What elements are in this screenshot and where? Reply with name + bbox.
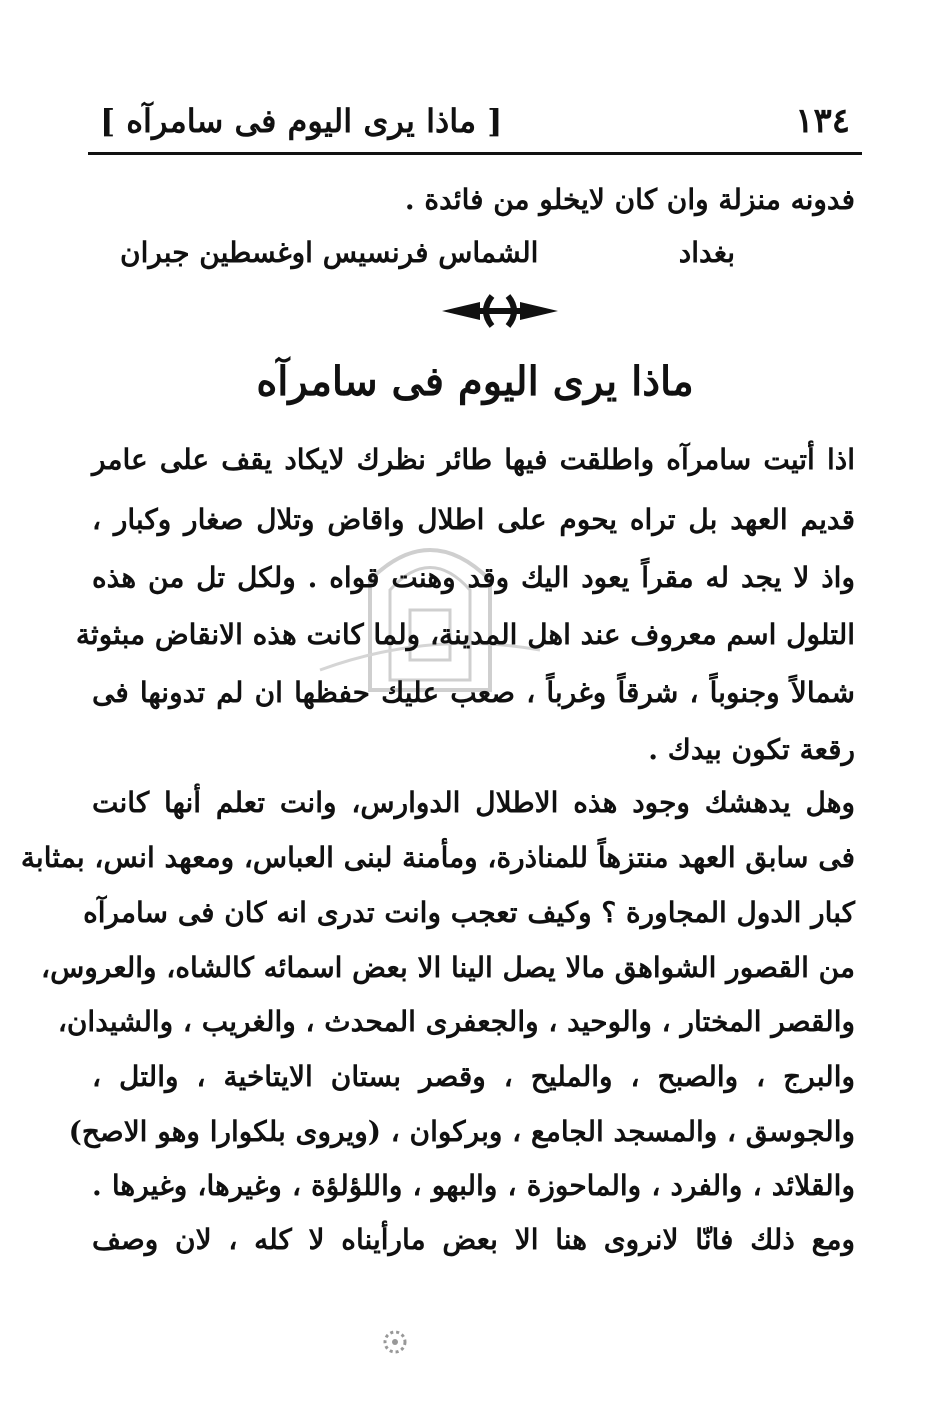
paragraph2-line: والبرج ، والصبح ، والمليح ، وقصر بستان الايتاخية ، والتل ، (92, 1060, 855, 1093)
page-number: ١٣٤ (795, 101, 850, 141)
paragraph1-line: اذا أتيت سامرآه واطلقت فيها طائر نظرك لايكاد يقف على عامر (92, 443, 855, 476)
paragraph2-line: من القصور الشواهق مالا يصل الينا الا بعض اسمائه كالشاه، والعروس، (41, 951, 855, 984)
signature (120, 236, 735, 269)
paragraph2-line: والجوسق ، والمسجد الجامع ، وبركوان ، (ويروى بلكوارا وهو الاصح) (68, 1115, 855, 1148)
paragraph2-line: وهل يدهشك وجود هذه الاطلال الدوارس، وانت تعلم أنها كانت (92, 786, 855, 819)
ink-mark-icon (370, 1322, 420, 1362)
running-title: [ ماذا يرى اليوم فى سامرآه ] (100, 102, 503, 140)
paragraph1-line: التلول اسم معروف عند اهل المدينة، ولما كانت هذه الانقاض مبثوثة (75, 618, 855, 651)
section-title: ماذا يرى اليوم فى سامرآه (256, 358, 694, 405)
paragraph1-line: قديم العهد بل تراه يحوم على اطلال واقاض وتلال صغار وكبار ، (92, 503, 855, 536)
paragraph1-line: رقعة تكون بيدك . (648, 733, 855, 766)
paragraph2-line: فى سابق العهد منتزهاً للمناذرة، ومأمنة لبنى العباس، ومعهد انس، بمثابة (20, 841, 855, 874)
page-header (100, 96, 850, 146)
paragraph2-line: والقلائد ، والفرد ، والماحوزة ، والبهو ، واللؤلؤة ، وغيرها، وغيرها . (92, 1169, 855, 1202)
paragraph1-line: واذ لا يجد له مقراً يعود اليك وقد وهنت قواه . ولكل تل من هذه (92, 561, 855, 594)
intro-line: فدونه منزلة وان كان لايخلو من فائدة . (404, 183, 855, 216)
paragraph2-line: ومع ذلك فانّا لانروى هنا الا بعض مارأيناه لا كله ، لان وصف (92, 1223, 855, 1256)
signature-author: الشماس فرنسيس اوغسطين جبران (120, 236, 539, 269)
ornament-divider-icon (440, 290, 560, 332)
header-rule (88, 152, 862, 155)
paragraph2-line: والقصر المختار ، والوحيد ، والجعفرى المحدث ، والغريب ، والشيدان، (57, 1005, 855, 1038)
paragraph1-line: شمالاً وجنوباً ، شرقاً وغرباً ، صعب عليك حفظها ان لم تدونها فى (92, 676, 855, 709)
signature-place: بغداد (678, 236, 735, 269)
paragraph2-line: كبار الدول المجاورة ؟ وكيف تعجب وانت تدرى انه كان فى سامرآه (83, 896, 855, 929)
